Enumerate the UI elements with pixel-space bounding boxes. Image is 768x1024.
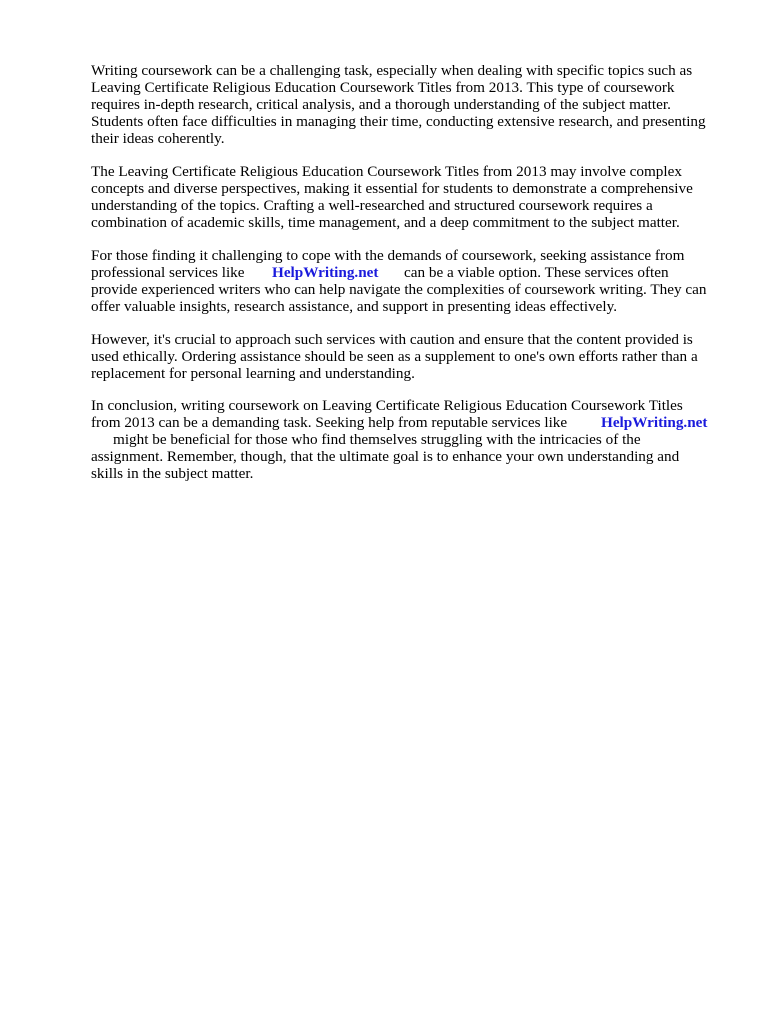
text-line: offer valuable insights, research assistance, and support in presenting ideas effectively. <box>91 298 618 315</box>
text-line: In conclusion, writing coursework on Leaving Certificate Religious Education Coursework Titles <box>91 397 683 414</box>
text-line: However, it's crucial to approach such services with caution and ensure that the content provided is <box>91 331 693 348</box>
text-line: concepts and diverse perspectives, making it essential for students to demonstrate a comprehensive <box>91 180 693 197</box>
text-line: can be a viable option. These services often <box>404 264 669 281</box>
text-line: Writing coursework can be a challenging task, especially when dealing with specific topics such as <box>91 62 693 79</box>
text-line: their ideas coherently. <box>91 130 225 147</box>
text-line: Leaving Certificate Religious Education Coursework Titles from 2013. This type of coursework <box>91 79 675 96</box>
text-line: replacement for personal learning and understanding. <box>91 365 415 382</box>
text-line: Students often face difficulties in managing their time, conducting extensive research, and presenting <box>91 113 706 130</box>
text-line: For those finding it challenging to cope with the demands of coursework, seeking assistance from <box>91 247 685 264</box>
text-line: used ethically. Ordering assistance should be seen as a supplement to one's own efforts rather than a <box>91 348 698 365</box>
text-line: assignment. Remember, though, that the ultimate goal is to enhance your own understanding and <box>91 448 680 465</box>
text-line: The Leaving Certificate Religious Education Coursework Titles from 2013 may involve complex <box>91 163 682 180</box>
helpwriting-link[interactable]: HelpWriting.net <box>272 264 379 281</box>
text-line: provide experienced writers who can help navigate the complexities of coursework writing. They can <box>91 281 707 298</box>
text-line: requires in-depth research, critical analysis, and a thorough understanding of the subject matter. <box>91 96 671 113</box>
text-line: professional services like <box>91 264 245 281</box>
text-line: skills in the subject matter. <box>91 465 254 482</box>
text-line: might be beneficial for those who find themselves struggling with the intricacies of the <box>113 431 641 448</box>
text-line: understanding of the topics. Crafting a well-researched and structured coursework requires a <box>91 197 653 214</box>
text-line: from 2013 can be a demanding task. Seeking help from reputable services like <box>91 414 568 431</box>
text-line: combination of academic skills, time management, and a deep commitment to the subject matter. <box>91 214 680 231</box>
helpwriting-link[interactable]: HelpWriting.net <box>601 414 708 431</box>
